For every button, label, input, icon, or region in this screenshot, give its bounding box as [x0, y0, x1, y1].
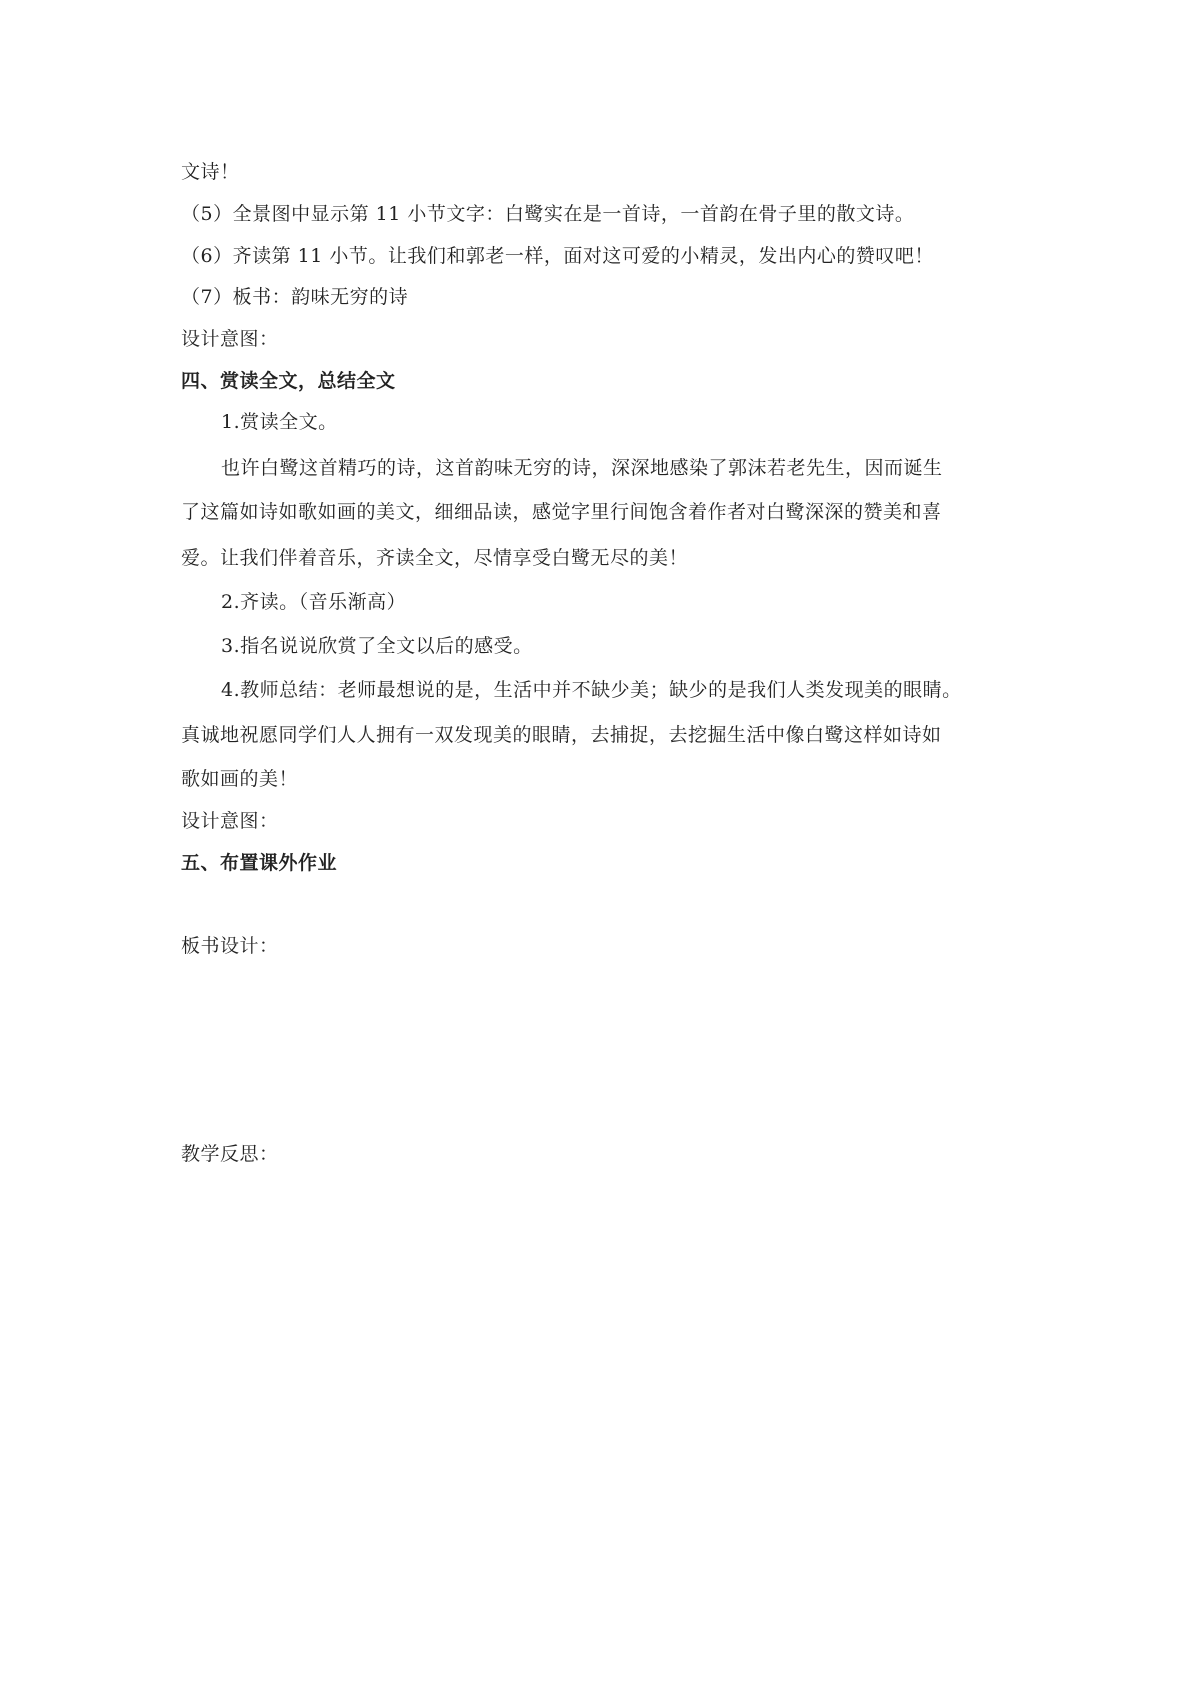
body-paragraph-line: 真诚地祝愿同学们人人拥有一双发现美的眼睛，去捕捉，去挖掘生活中像白鹭这样如诗如 — [181, 724, 942, 746]
section-four-heading: 四、赏读全文，总结全文 — [181, 370, 396, 392]
item-3-text: 3.指名说说欣赏了全文以后的感受。 — [221, 635, 533, 657]
body-paragraph-line: 也许白鹭这首精巧的诗，这首韵味无穷的诗，深深地感染了郭沫若老先生，因而诞生 — [221, 457, 943, 479]
body-paragraph-line: 爱。让我们伴着音乐，齐读全文，尽情享受白鹭无尽的美！ — [181, 547, 689, 569]
item-2-text: 2.齐读。（音乐渐高） — [221, 591, 407, 613]
step-5-text: （5）全景图中显示第 11 小节文字：白鹭实在是一首诗，一首韵在骨子里的散文诗。 — [181, 203, 915, 225]
design-intent-label: 设计意图： — [181, 810, 279, 832]
paragraph-continuation: 文诗！ — [181, 161, 240, 183]
item-1-text: 1.赏读全文。 — [221, 411, 338, 433]
design-intent-label: 设计意图： — [181, 328, 279, 350]
step-6-text: （6）齐读第 11 小节。让我们和郭老一样，面对这可爱的小精灵，发出内心的赞叹吧！ — [181, 245, 934, 267]
section-five-heading: 五、布置课外作业 — [181, 852, 338, 874]
body-paragraph-line: 了这篇如诗如歌如画的美文，细细品读，感觉字里行间饱含着作者对白鹭深深的赞美和喜 — [181, 501, 942, 523]
teaching-reflection-label: 教学反思： — [181, 1143, 279, 1165]
body-paragraph-line: 歌如画的美！ — [181, 768, 299, 790]
item-4-text: 4.教师总结：老师最想说的是，生活中并不缺少美；缺少的是我们人类发现美的眼睛。 — [221, 679, 962, 701]
step-7-text: （7）板书：韵味无穷的诗 — [181, 286, 409, 308]
board-design-label: 板书设计： — [181, 935, 279, 957]
